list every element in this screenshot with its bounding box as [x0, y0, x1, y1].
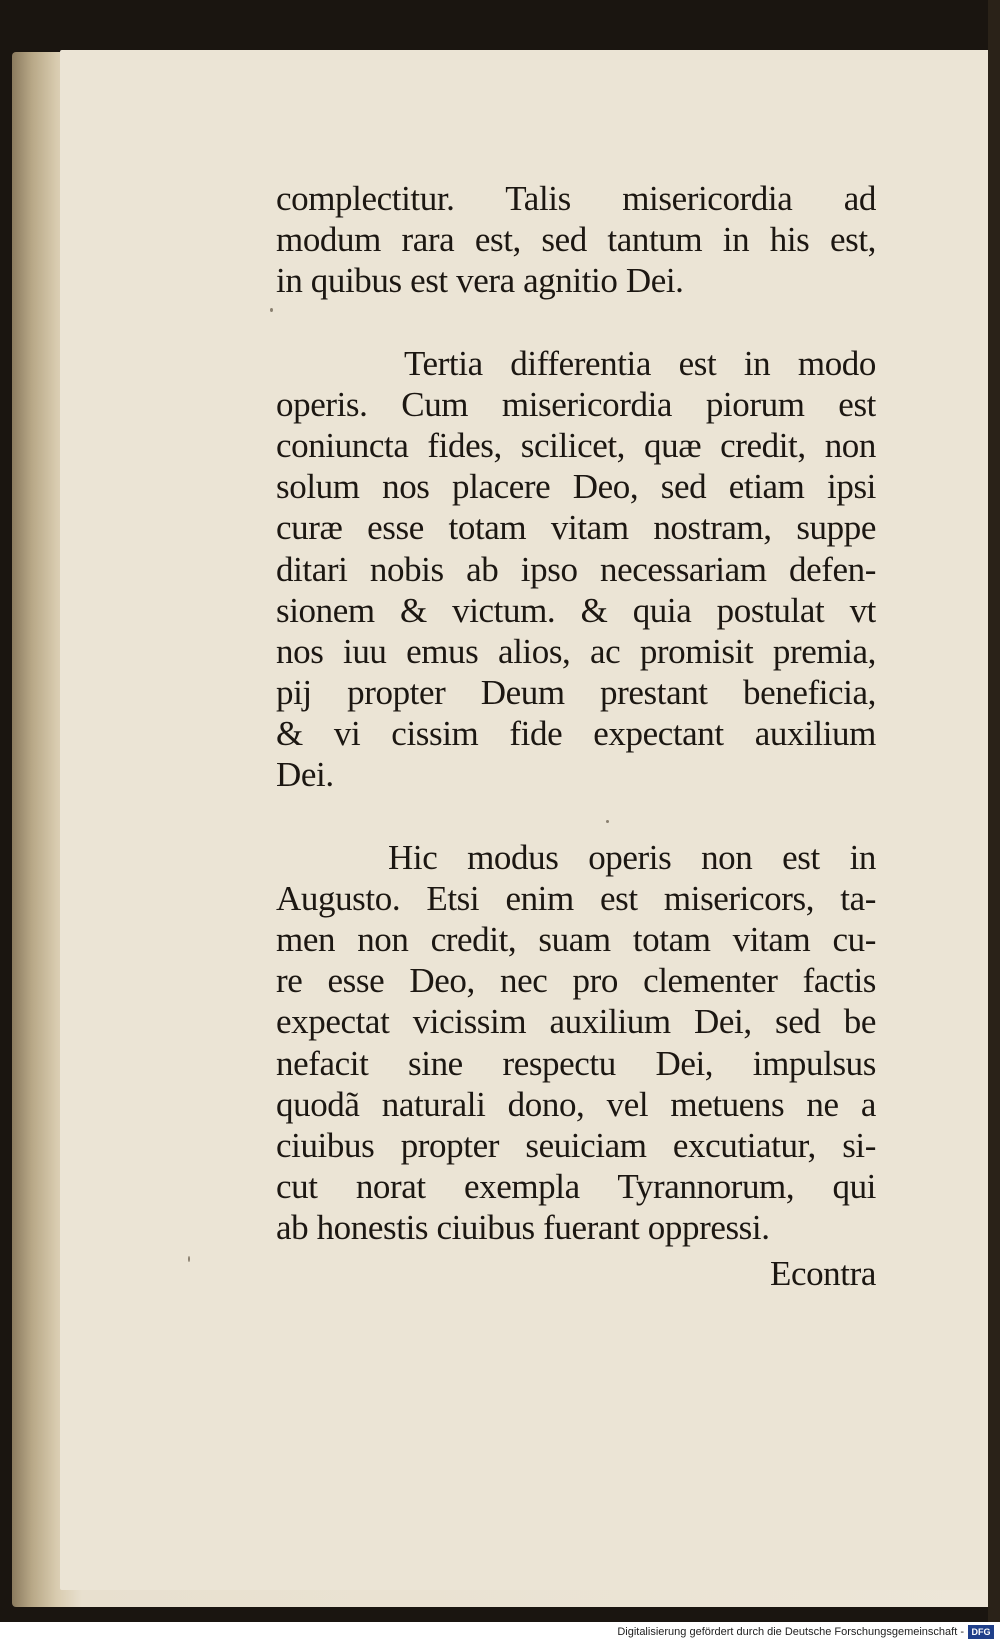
text-line: Dei.	[276, 755, 334, 795]
paragraph-2	[276, 343, 876, 796]
text-line: men non credit, suam totam vitam cu-	[276, 920, 876, 959]
text-line: complectitur. Talis misericordia ad	[276, 179, 876, 218]
text-line: Augusto. Etsi enim est misericors, ta-	[276, 878, 876, 918]
text-line: re esse Deo, nec pro clementer factis	[276, 961, 876, 1001]
catchword: Econtra	[769, 1253, 876, 1293]
paragraph-gap	[276, 796, 876, 837]
text-line: quodã naturali dono, vel metuens ne a	[276, 1084, 876, 1124]
text-line: curæ esse totam vitam nostram, suppe	[276, 508, 876, 548]
ink-speck	[270, 308, 273, 312]
text-line: sionem & victum. & quia postulat vt	[276, 590, 876, 630]
text-line: cut norat exempla Tyrannorum, qui	[276, 1167, 876, 1207]
text-line: ab honestis ciuibus fuerant oppressi.	[276, 1208, 770, 1248]
text-line: pij propter Deum prestant beneficia,	[276, 673, 876, 713]
text-line: nefacit sine respectu Dei, impulsus	[276, 1043, 876, 1083]
paragraph-gap	[276, 302, 876, 343]
text-line: ditari nobis ab ipso necessariam defen-	[276, 549, 876, 589]
text-line: solum nos placere Deo, sed etiam ipsi	[276, 467, 876, 507]
text-line: coniuncta fides, scilicet, quæ credit, non	[276, 425, 876, 465]
text-line: nos iuu emus alios, ac promisit premia,	[276, 631, 876, 671]
dfg-logo: DFG	[968, 1625, 994, 1639]
ink-speck	[188, 1256, 190, 1262]
paragraph-3	[276, 837, 876, 1249]
text-line: Hic modus operis non est in	[388, 837, 876, 877]
footer-credit: Digitalisierung gefördert durch die Deutsche Forschungsgemeinschaft -	[617, 1626, 964, 1638]
binding-shadow	[988, 0, 1000, 1622]
paragraph-1	[276, 178, 876, 302]
text-line: & vi cissim fide expectant auxilium	[276, 714, 876, 754]
text-line: Tertia differentia est in modo	[404, 343, 876, 383]
text-line: modum rara est, sed tantum in his est,	[276, 220, 876, 260]
text-line: in quibus est vera agnitio Dei.	[276, 261, 684, 301]
digitization-footer	[0, 1622, 1000, 1643]
text-line: ciuibus propter seuiciam excutiatur, si-	[276, 1125, 876, 1165]
page-text	[276, 178, 876, 1294]
text-line: operis. Cum misericordia piorum est	[276, 384, 876, 424]
text-line: expectat vicissim auxilium Dei, sed be	[276, 1002, 876, 1042]
